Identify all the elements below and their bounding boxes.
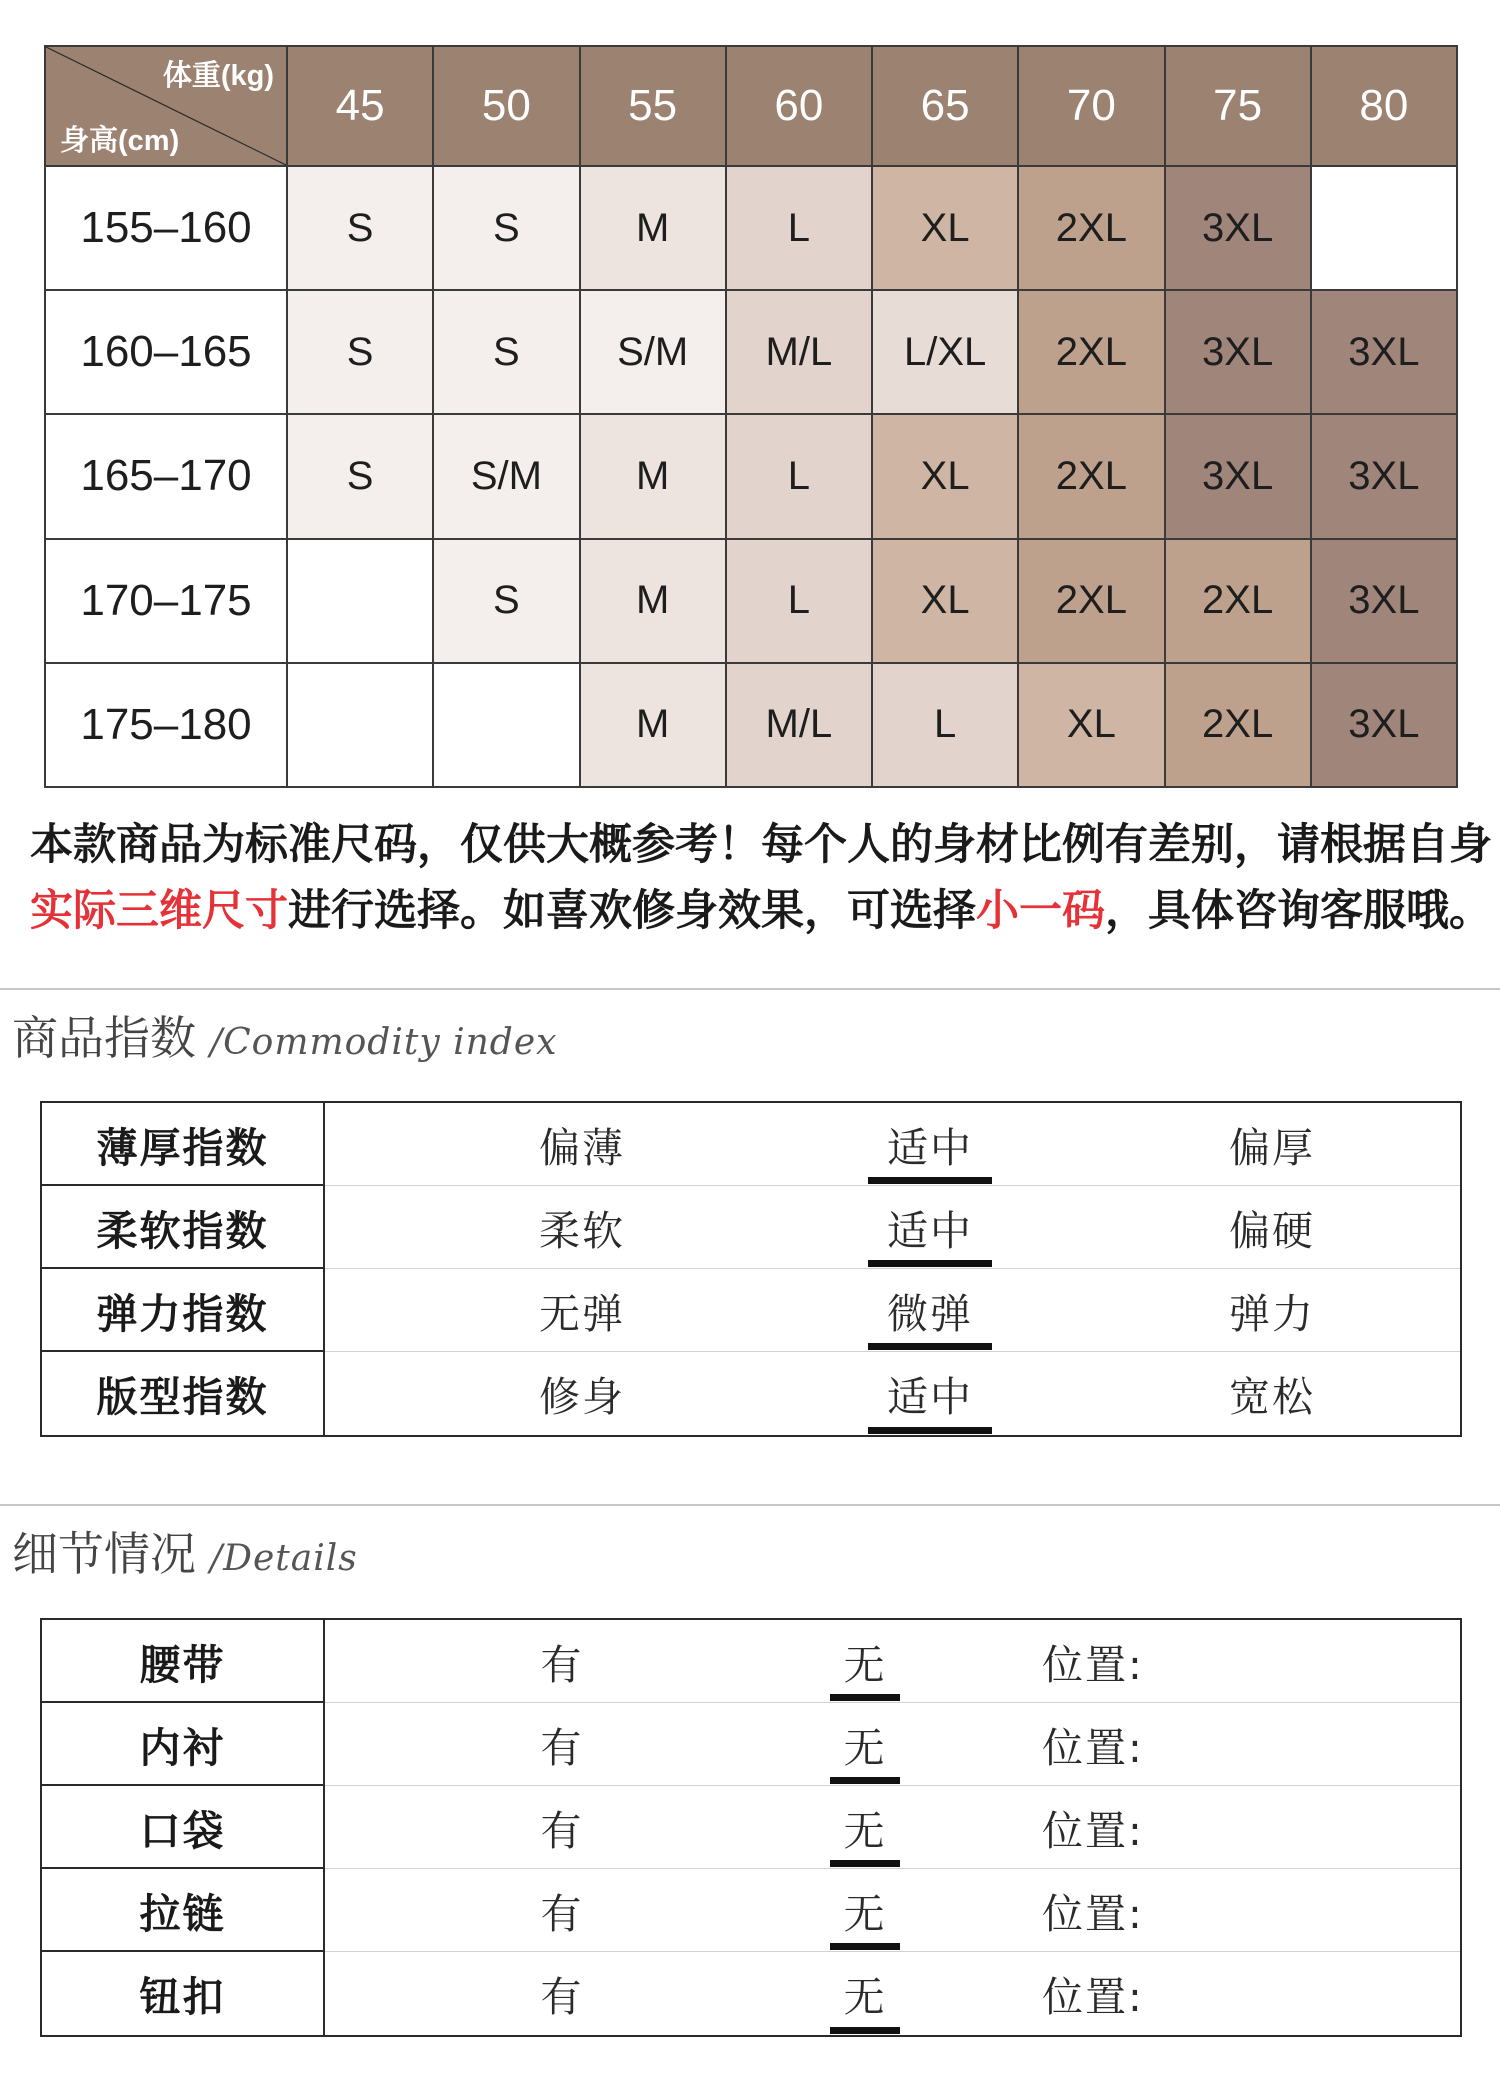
- size-cell: 2XL: [1018, 539, 1164, 663]
- size-cell: 2XL: [1018, 414, 1164, 538]
- notice-highlight: 实际三维尺寸: [30, 886, 288, 936]
- index-row-label: 柔软指数: [42, 1186, 325, 1268]
- size-cell: S: [287, 166, 433, 290]
- index-option-selected: 无: [830, 1620, 900, 1702]
- size-cell: [287, 663, 433, 787]
- size-cell: 2XL: [1018, 290, 1164, 414]
- section-divider: [0, 988, 1500, 990]
- size-cell: XL: [872, 539, 1018, 663]
- index-row-label: 腰带: [42, 1620, 325, 1702]
- size-cell: M/L: [726, 290, 872, 414]
- section-title-cn: 细节情况: [12, 1527, 196, 1581]
- height-range-cell: 165–170: [45, 414, 287, 538]
- height-range-cell: 170–175: [45, 539, 287, 663]
- size-cell: 3XL: [1311, 539, 1457, 663]
- size-chart-body: [45, 166, 1457, 787]
- index-row: [42, 1352, 1460, 1435]
- index-option-selected: 适中: [868, 1352, 992, 1435]
- size-cell: 2XL: [1018, 166, 1164, 290]
- weight-axis-label: 体重(kg): [162, 60, 274, 92]
- index-row: [42, 1703, 1460, 1786]
- size-chart-row: [45, 414, 1457, 538]
- weight-header-cell: 50: [433, 46, 579, 166]
- index-row: [42, 1869, 1460, 1952]
- index-row: [42, 1620, 1460, 1703]
- size-cell: L: [726, 539, 872, 663]
- size-chart-row: [45, 663, 1457, 787]
- index-option: 柔软: [539, 1206, 625, 1255]
- index-option: 弹力: [1229, 1289, 1315, 1338]
- weight-header-cell: 80: [1311, 46, 1457, 166]
- size-cell: S: [433, 166, 579, 290]
- index-option-selected: 无: [830, 1786, 900, 1868]
- weight-header-cell: 70: [1018, 46, 1164, 166]
- index-row-label: 薄厚指数: [42, 1103, 325, 1185]
- index-option: 有: [540, 1889, 584, 1938]
- section-divider: [0, 1504, 1500, 1506]
- size-cell: 3XL: [1311, 290, 1457, 414]
- size-cell: 2XL: [1165, 539, 1311, 663]
- size-cell: [433, 663, 579, 787]
- index-option: 位置:: [1042, 1640, 1144, 1689]
- index-option: 偏薄: [539, 1123, 625, 1172]
- index-option: 偏硬: [1229, 1206, 1315, 1255]
- index-option: 位置:: [1042, 1806, 1144, 1855]
- notice-highlight: 小一码: [976, 886, 1105, 936]
- index-row: [42, 1186, 1460, 1269]
- details-title: [12, 1518, 358, 1584]
- index-option: 有: [540, 1723, 584, 1772]
- details-table: [40, 1618, 1462, 2037]
- index-option: 位置:: [1042, 1973, 1144, 2021]
- size-cell: M/L: [726, 663, 872, 787]
- size-cell: M: [580, 414, 726, 538]
- notice-text: ，具体咨询客服哦。: [1105, 886, 1492, 936]
- index-option: 有: [540, 1640, 584, 1689]
- section-title-en: /Commodity index: [210, 1022, 558, 1063]
- size-cell: [287, 539, 433, 663]
- size-cell: S: [287, 414, 433, 538]
- weight-header-cell: 45: [287, 46, 433, 166]
- index-row-label: 弹力指数: [42, 1269, 325, 1351]
- size-cell: M: [580, 166, 726, 290]
- size-cell: L: [726, 166, 872, 290]
- height-range-cell: 160–165: [45, 290, 287, 414]
- weight-header-cell: 55: [580, 46, 726, 166]
- section-title-cn: 商品指数: [12, 1011, 196, 1065]
- index-row-label: 口袋: [42, 1786, 325, 1868]
- size-cell: 3XL: [1165, 166, 1311, 290]
- index-option-selected: 适中: [868, 1186, 992, 1268]
- index-option: 有: [540, 1806, 584, 1855]
- size-cell: L: [726, 414, 872, 538]
- size-chart-table: [44, 45, 1458, 788]
- commodity-index-title: [12, 1002, 557, 1068]
- size-chart-row: [45, 166, 1457, 290]
- index-option-selected: 微弹: [868, 1269, 992, 1351]
- index-row-label: 拉链: [42, 1869, 325, 1951]
- index-option: 有: [540, 1973, 584, 2021]
- height-range-cell: 175–180: [45, 663, 287, 787]
- size-cell: 2XL: [1165, 663, 1311, 787]
- index-row: [42, 1786, 1460, 1869]
- index-option-selected: 无: [830, 1869, 900, 1951]
- index-option: 修身: [539, 1373, 625, 1421]
- size-chart-corner-cell: [45, 46, 287, 166]
- index-row-label: 版型指数: [42, 1352, 325, 1435]
- size-chart-row: [45, 290, 1457, 414]
- index-option-selected: 无: [830, 1703, 900, 1785]
- index-option: 无弹: [539, 1289, 625, 1338]
- notice-text: 本款商品为标准尺码，仅供大概参考！每个人的身材比例有差别，请根据自身: [30, 820, 1492, 870]
- index-option: 位置:: [1042, 1889, 1144, 1938]
- index-row-label: 内衬: [42, 1703, 325, 1785]
- size-cell: 3XL: [1311, 663, 1457, 787]
- size-cell: XL: [872, 166, 1018, 290]
- index-option: 偏厚: [1229, 1123, 1315, 1172]
- index-row-label: 钮扣: [42, 1952, 325, 2035]
- size-cell: XL: [1018, 663, 1164, 787]
- index-row: [42, 1952, 1460, 2035]
- size-notice: [30, 812, 1492, 944]
- size-chart-row: [45, 539, 1457, 663]
- section-title-en: /Details: [210, 1538, 358, 1579]
- size-cell: 3XL: [1165, 290, 1311, 414]
- commodity-index-table: [40, 1101, 1462, 1437]
- height-range-cell: 155–160: [45, 166, 287, 290]
- weight-header-cell: 65: [872, 46, 1018, 166]
- size-cell: L/XL: [872, 290, 1018, 414]
- size-cell: M: [580, 539, 726, 663]
- size-cell: S: [433, 539, 579, 663]
- size-cell: 3XL: [1165, 414, 1311, 538]
- weight-header-cell: 60: [726, 46, 872, 166]
- notice-text: 进行选择。如喜欢修身效果，可选择: [288, 886, 976, 936]
- size-cell: S/M: [580, 290, 726, 414]
- index-option-selected: 适中: [868, 1103, 992, 1185]
- size-cell: XL: [872, 414, 1018, 538]
- size-cell: S: [433, 290, 579, 414]
- index-option-selected: 无: [830, 1952, 900, 2035]
- size-cell: S/M: [433, 414, 579, 538]
- size-chart-header-row: [45, 46, 1457, 166]
- index-row: [42, 1269, 1460, 1352]
- weight-header-cell: 75: [1165, 46, 1311, 166]
- size-cell: S: [287, 290, 433, 414]
- size-cell: M: [580, 663, 726, 787]
- index-option: 宽松: [1229, 1373, 1315, 1421]
- size-cell: L: [872, 663, 1018, 787]
- size-cell: 3XL: [1311, 414, 1457, 538]
- height-axis-label: 身高(cm): [60, 125, 180, 157]
- size-cell: [1311, 166, 1457, 290]
- index-row: [42, 1103, 1460, 1186]
- index-option: 位置:: [1042, 1723, 1144, 1772]
